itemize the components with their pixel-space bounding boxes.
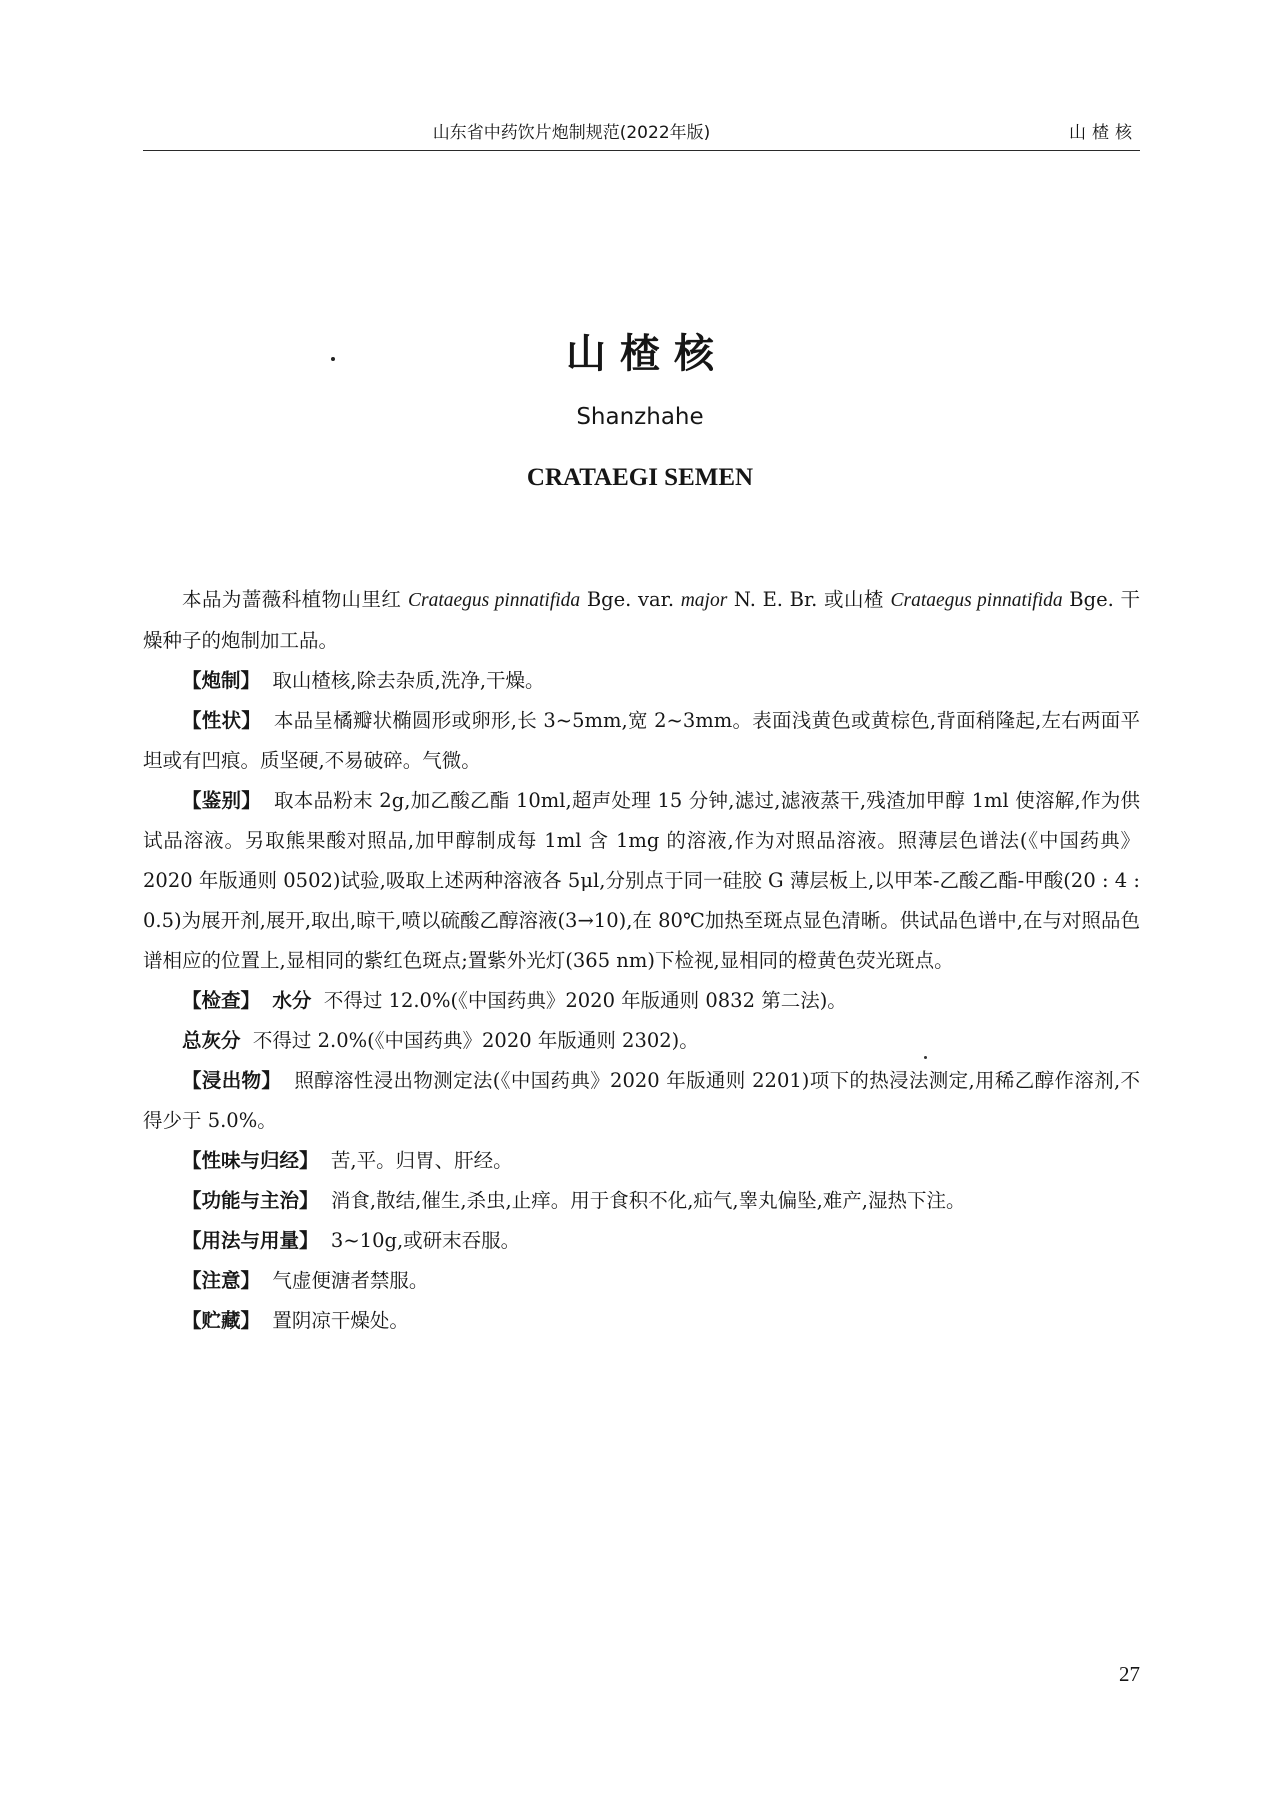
section-xingwei	[143, 1141, 1140, 1181]
intro-text: Bge. var.	[580, 588, 681, 611]
section-text: 置阴凉干燥处。	[272, 1309, 409, 1332]
section-jiancha	[143, 981, 1140, 1021]
section-text: 气虚便溏者禁服。	[272, 1269, 429, 1292]
section-text: 苦,平。归胃、肝经。	[330, 1149, 513, 1172]
section-xingzhuang	[143, 701, 1140, 781]
section-label: 【炮制】	[182, 669, 261, 692]
species-name: Crataegus pinnatifida	[408, 590, 581, 611]
section-gongneng	[143, 1181, 1140, 1221]
intro-paragraph	[143, 580, 1140, 661]
section-label: 【用法与用量】	[182, 1229, 319, 1252]
section-label: 【检查】	[182, 989, 261, 1012]
section-zhuyi	[143, 1261, 1140, 1301]
running-header	[143, 112, 1140, 151]
species-name: Crataegus pinnatifida	[890, 590, 1063, 611]
section-text: 3~10g,或研末吞服。	[330, 1229, 521, 1252]
page-title: 山楂核	[566, 331, 728, 377]
section-jianbie	[143, 781, 1140, 981]
intro-text: N. E. Br. 或山楂	[727, 588, 891, 611]
section-label: 【性味与归经】	[182, 1149, 319, 1172]
check-item-label: 水分	[272, 989, 312, 1012]
latin-name: CRATAEGI SEMEN	[526, 464, 754, 491]
pinyin-name: Shanzhahe	[576, 404, 704, 430]
check-item-label: 总灰分	[182, 1029, 241, 1052]
intro-text: 本品为蔷薇科植物山里红	[182, 588, 409, 611]
intro-text: Bge. 干燥种子的炮制加工品。	[143, 588, 1140, 652]
page-number: 27	[1119, 1662, 1140, 1686]
section-yongfa	[143, 1221, 1140, 1261]
section-label: 【注意】	[182, 1269, 261, 1292]
section-label: 【贮藏】	[182, 1309, 261, 1332]
section-paozhi	[143, 661, 1140, 701]
section-zhucang	[143, 1301, 1140, 1341]
section-text: 不得过 12.0%(《中国药典》2020 年版通则 0832 第二法)。	[323, 989, 847, 1012]
section-label: 【功能与主治】	[182, 1189, 319, 1212]
section-text: 取山楂核,除去杂质,洗净,干燥。	[272, 669, 545, 692]
section-text: 不得过 2.0%(《中国药典》2020 年版通则 2302)。	[252, 1029, 699, 1052]
section-label: 【浸出物】	[182, 1069, 282, 1092]
section-label: 【性状】	[182, 709, 261, 732]
section-text: 本品呈橘瓣状椭圆形或卵形,长 3~5mm,宽 2~3mm。表面浅黄色或黄棕色,背面稍隆起,左右两面平坦或有凹痕。质坚硬,不易破碎。气微。	[143, 709, 1140, 772]
section-jinchuwu	[143, 1061, 1140, 1141]
section-text: 取本品粉末 2g,加乙酸乙酯 10ml,超声处理 15 分钟,滤过,滤液蒸干,残渣加甲醇 1ml 使溶解,作为供试品溶液。另取熊果酸对照品,加甲醇制成每 1ml 含 1mg 的溶液,作为对照品溶液。照薄层色谱法(《中国药典》2020 年版通则 0502)试验,吸取上述两种溶液各 5μl,分别点于同一硅胶 G 薄层板上,以甲苯-乙酸乙酯-甲酸(20 : 4 : 0.5)为展开剂,展开,取出,晾干,喷以硫酸乙醇溶液(3→10),在 80℃加热至斑点显色清晰。供试品色谱中,在与对照品色谱相应的位置上,显相同的紫红色斑点;置紫外光灯(365 nm)下检视,显相同的橙黄色荧光斑点。	[143, 789, 1140, 972]
section-text: 消食,散结,催生,杀虫,止痒。用于食积不化,疝气,睾丸偏坠,难产,湿热下注。	[330, 1189, 966, 1212]
monograph-body	[143, 580, 1140, 1341]
section-jiancha-sub	[143, 1021, 1140, 1061]
section-text: 照醇溶性浸出物测定法(《中国药典》2020 年版通则 2201)项下的热浸法测定,用稀乙醇作溶剂,不得少于 5.0%。	[143, 1069, 1140, 1132]
header-entry-name: 山楂核	[1069, 123, 1138, 143]
header-book-title: 山东省中药饮片炮制规范(2022年版)	[432, 123, 711, 143]
variety-name: major	[680, 590, 728, 611]
section-label: 【鉴别】	[182, 789, 262, 812]
